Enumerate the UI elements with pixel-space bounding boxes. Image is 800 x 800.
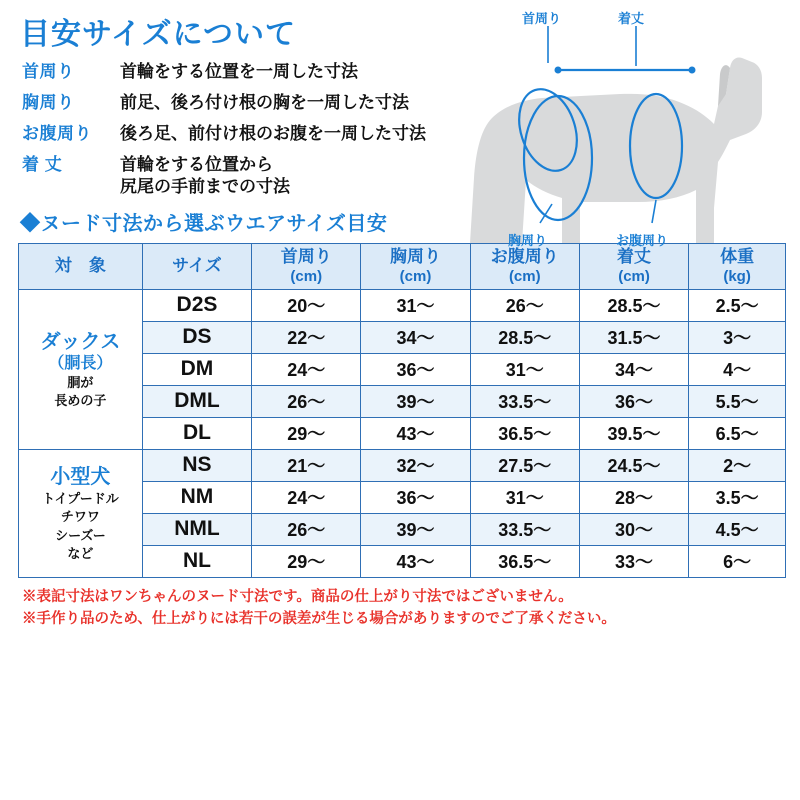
cell-length: 24.5〜 (579, 450, 688, 482)
definition-term: 胸周り (22, 93, 75, 113)
definition-term: 首周り (22, 62, 75, 81)
diagram-label-belly: お腹周り (616, 233, 669, 248)
column-header-neck-unit: (cm) (290, 267, 323, 285)
group-sub: （胴長） (48, 354, 113, 372)
length-start-dot (555, 67, 562, 74)
column-header-belly-unit: (cm) (508, 267, 541, 285)
cell-neck: 26〜 (252, 386, 361, 418)
column-header-chest-label: 胸周り (390, 247, 441, 267)
definition-term: お腹周り (22, 124, 92, 144)
cell-length: 36〜 (579, 386, 688, 418)
cell-length: 28.5〜 (579, 290, 688, 322)
dog-illustration (430, 8, 790, 258)
cell-belly: 33.5〜 (470, 386, 579, 418)
cell-belly: 28.5〜 (470, 322, 579, 354)
cell-chest: 34〜 (361, 322, 470, 354)
cell-chest: 43〜 (361, 418, 470, 450)
cell-length: 39.5〜 (579, 418, 688, 450)
group-note-line2: 長めの子 (54, 393, 107, 409)
definition-description: 後ろ足、前付け根のお腹を一周した寸法 (120, 124, 426, 144)
cell-weight: 6〜 (689, 546, 786, 578)
group-label-small-dog (19, 450, 143, 578)
column-header-neck (252, 244, 361, 290)
size-table-body (19, 290, 786, 578)
cell-belly: 27.5〜 (470, 450, 579, 482)
cell-neck: 29〜 (252, 418, 361, 450)
diagram-label-length: 着丈 (618, 11, 645, 26)
column-header-target (19, 244, 143, 290)
cell-size: DL (142, 418, 251, 450)
length-end-dot (689, 67, 696, 74)
cell-neck: 22〜 (252, 322, 361, 354)
cell-size: DM (142, 354, 251, 386)
cell-length: 30〜 (579, 514, 688, 546)
dog-measurement-diagram (430, 8, 790, 258)
cell-chest: 36〜 (361, 354, 470, 386)
cell-size: NS (142, 450, 251, 482)
cell-chest: 36〜 (361, 482, 470, 514)
cell-length: 34〜 (579, 354, 688, 386)
column-header-length-label: 着丈 (617, 247, 652, 267)
section-heading: ◆ヌード寸法から選ぶウエアサイズ目安 (20, 213, 388, 236)
cell-weight: 6.5〜 (689, 418, 786, 450)
column-header-target-label: 対 象 (54, 256, 106, 276)
group-note-line1: トイプードル (42, 491, 119, 507)
cell-belly: 33.5〜 (470, 514, 579, 546)
cell-length: 31.5〜 (579, 322, 688, 354)
cell-belly: 31〜 (470, 354, 579, 386)
definition-description: 前足、後ろ付け根の胸を一周した寸法 (120, 93, 409, 113)
column-header-size-label: サイズ (172, 256, 222, 276)
definition-description (120, 154, 290, 198)
table-row (19, 450, 786, 482)
column-header-chest-unit: (cm) (399, 267, 432, 285)
group-note-line4: など (67, 545, 94, 561)
footnote-1: ※表記寸法はワンちゃんのヌード寸法です。商品の仕上がり寸法ではございません。 (22, 589, 573, 606)
cell-weight: 3.5〜 (689, 482, 786, 514)
definition-description-line2: 尻尾の手前までの寸法 (120, 177, 290, 197)
cell-chest: 39〜 (361, 514, 470, 546)
group-name: 小型犬 (50, 466, 111, 489)
group-note-line3: シーズー (55, 527, 106, 543)
belly-leader-line (652, 200, 656, 223)
cell-size: NL (142, 546, 251, 578)
cell-weight: 3〜 (689, 322, 786, 354)
page-title: 目安サイズについて (20, 18, 296, 51)
dog-body-shape (470, 57, 762, 243)
cell-belly: 36.5〜 (470, 418, 579, 450)
cell-belly: 36.5〜 (470, 546, 579, 578)
column-header-neck-label: 首周り (280, 247, 332, 267)
cell-size: DML (142, 386, 251, 418)
group-note-line1: 胴が (67, 375, 94, 391)
column-header-weight-unit: (kg) (723, 267, 751, 285)
group-note-line2: チワワ (60, 509, 100, 525)
column-header-size (142, 244, 251, 290)
cell-length: 28〜 (579, 482, 688, 514)
cell-chest: 39〜 (361, 386, 470, 418)
cell-chest: 32〜 (361, 450, 470, 482)
cell-chest: 31〜 (361, 290, 470, 322)
footnotes (22, 587, 784, 631)
cell-weight: 4.5〜 (689, 514, 786, 546)
cell-neck: 29〜 (252, 546, 361, 578)
column-header-weight-label: 体重 (720, 247, 755, 267)
footnote-2: ※手作り品のため、仕上がりには若干の誤差が生じる場合がありますのでご了承ください。 (22, 610, 616, 627)
cell-chest: 43〜 (361, 546, 470, 578)
cell-weight: 2〜 (689, 450, 786, 482)
cell-length: 33〜 (579, 546, 688, 578)
cell-neck: 24〜 (252, 482, 361, 514)
definition-description: 首輪をする位置を一周した寸法 (120, 62, 358, 81)
cell-size: D2S (142, 290, 251, 322)
cell-size: DS (142, 322, 251, 354)
cell-belly: 26〜 (470, 290, 579, 322)
cell-neck: 26〜 (252, 514, 361, 546)
diagram-label-neck: 首周り (522, 11, 562, 26)
diagram-label-chest: 胸周り (508, 233, 548, 248)
cell-weight: 5.5〜 (689, 386, 786, 418)
column-header-belly-label: お腹周り (490, 247, 559, 267)
cell-belly: 31〜 (470, 482, 579, 514)
group-name: ダックス (40, 330, 121, 353)
cell-weight: 4〜 (689, 354, 786, 386)
size-table (18, 243, 786, 578)
cell-neck: 20〜 (252, 290, 361, 322)
cell-neck: 24〜 (252, 354, 361, 386)
cell-size: NM (142, 482, 251, 514)
cell-weight: 2.5〜 (689, 290, 786, 322)
group-label-dachshund (19, 290, 143, 450)
definition-description-line1: 首輪をする位置から (120, 155, 273, 175)
column-header-length-unit: (cm) (618, 267, 650, 285)
table-row (19, 290, 786, 322)
cell-neck: 21〜 (252, 450, 361, 482)
cell-size: NML (142, 514, 251, 546)
definition-term: 着 丈 (22, 155, 63, 175)
